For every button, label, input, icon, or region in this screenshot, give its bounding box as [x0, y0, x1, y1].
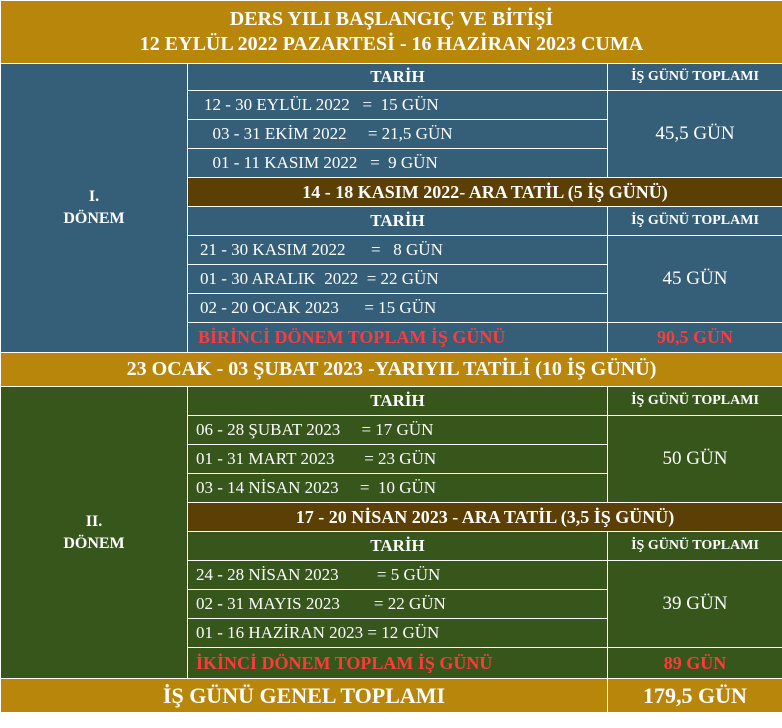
term2-sum-label: İKİNCİ DÖNEM TOPLAM İŞ GÜNÜ	[188, 648, 608, 679]
term2-p1-date-header: TARİH	[188, 387, 608, 416]
term2-p1-row: 01 - 31 MART 2023 = 23 GÜN	[188, 445, 608, 474]
grand-total-label: İŞ GÜNÜ GENEL TOPLAMI	[1, 679, 608, 713]
term1-p1-date-header: TARİH	[188, 64, 608, 91]
term2-p2-row: 01 - 16 HAZİRAN 2023 = 12 GÜN	[188, 619, 608, 648]
term2-p1-row: 03 - 14 NİSAN 2023 = 10 GÜN	[188, 474, 608, 503]
term2-p2-total-header: İŞ GÜNÜ TOPLAMI	[608, 532, 782, 561]
term1-sum-value: 90,5 GÜN	[608, 323, 782, 353]
term1-p2-total: 45 GÜN	[608, 236, 782, 323]
term1-p2-date-header: TARİH	[188, 207, 608, 236]
term1-p1-row: 01 - 11 KASIM 2022 = 9 GÜN	[188, 149, 608, 178]
term2-p2-row: 24 - 28 NİSAN 2023 = 5 GÜN	[188, 561, 608, 590]
term2-p2-date-header: TARİH	[188, 532, 608, 561]
term1-label-line2: DÖNEM	[63, 210, 125, 227]
term1-sum-label: BİRİNCİ DÖNEM TOPLAM İŞ GÜNÜ	[188, 323, 608, 353]
term2-p2-row: 02 - 31 MAYIS 2023 = 22 GÜN	[188, 590, 608, 619]
term2-p2-total: 39 GÜN	[608, 561, 782, 648]
term2-p1-row: 06 - 28 ŞUBAT 2023 = 17 GÜN	[188, 416, 608, 445]
term2-mid-break: 17 - 20 NİSAN 2023 - ARA TATİL (3,5 İŞ GÜNÜ)	[188, 503, 782, 532]
term1-label	[1, 64, 188, 353]
term1-p1-row: 03 - 31 EKİM 2022 = 21,5 GÜN	[188, 120, 608, 149]
grand-total-value: 179,5 GÜN	[608, 679, 782, 713]
title-line-1: DERS YILI BAŞLANGIÇ VE BİTİŞİ	[229, 8, 554, 30]
term1-p2-row: 21 - 30 KASIM 2022 = 8 GÜN	[188, 236, 608, 265]
term2-label	[1, 387, 188, 679]
term2-sum-value: 89 GÜN	[608, 648, 782, 679]
term1-p1-total: 45,5 GÜN	[608, 91, 782, 178]
term2-p1-total-header: İŞ GÜNÜ TOPLAMI	[608, 387, 782, 416]
term1-p1-total-header: İŞ GÜNÜ TOPLAMI	[608, 64, 782, 91]
calendar-title	[1, 1, 782, 64]
title-line-2: 12 EYLÜL 2022 PAZARTESİ - 16 HAZİRAN 2023 CUMA	[139, 33, 644, 55]
term2-label-line1: II.	[85, 512, 103, 530]
term1-p2-row: 02 - 20 OCAK 2023 = 15 GÜN	[188, 294, 608, 323]
term1-p1-row: 12 - 30 EYLÜL 2022 = 15 GÜN	[188, 91, 608, 120]
term1-p2-total-header: İŞ GÜNÜ TOPLAMI	[608, 207, 782, 236]
term1-mid-break: 14 - 18 KASIM 2022- ARA TATİL (5 İŞ GÜNÜ)	[188, 178, 782, 207]
semester-break: 23 OCAK - 03 ŞUBAT 2023 -YARIYIL TATİLİ (10 İŞ GÜNÜ)	[1, 353, 782, 387]
term1-p2-row: 01 - 30 ARALIK 2022 = 22 GÜN	[188, 265, 608, 294]
term2-label-line2: DÖNEM	[63, 534, 125, 552]
term1-label-line1: I.	[88, 188, 100, 205]
term2-p1-total: 50 GÜN	[608, 416, 782, 503]
